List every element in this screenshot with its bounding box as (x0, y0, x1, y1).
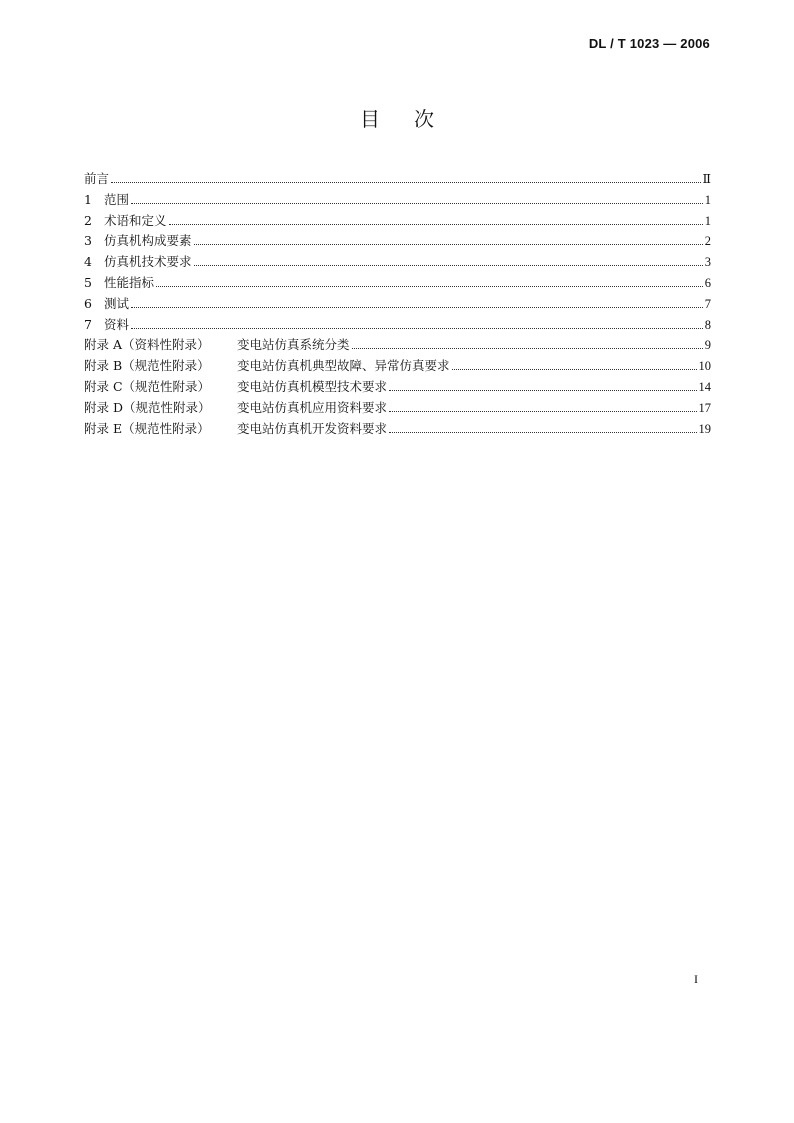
standard-number: DL / T 1023 — 2006 (588, 36, 710, 51)
toc-entry-label: 术语和定义 (104, 212, 167, 228)
dot-leader (194, 244, 703, 245)
dot-leader (389, 432, 696, 433)
toc-entry-label: 变电站仿真机典型故障、异常仿真要求 (237, 358, 450, 374)
toc-appendix-entry[interactable] (84, 356, 711, 377)
toc-entry-label: 资料 (104, 316, 130, 332)
toc-appendix-entry[interactable] (84, 377, 711, 398)
appendix-tag: 附录 A（资料性附录） (84, 337, 210, 353)
toc-entry-page: 2 (704, 234, 711, 249)
toc-appendix-entry[interactable] (84, 335, 711, 356)
dot-leader (194, 265, 703, 266)
toc-entry-label: 变电站仿真机模型技术要求 (237, 378, 388, 394)
toc-entry[interactable] (84, 315, 711, 336)
toc-entry-number: 3 (84, 233, 92, 249)
dot-leader (389, 390, 696, 391)
dot-leader (156, 286, 703, 287)
toc-entry-page: 14 (698, 379, 711, 394)
dot-leader (131, 307, 703, 308)
folio-page-number: I (694, 972, 698, 986)
toc-entry-page: 17 (698, 400, 711, 415)
dot-leader (352, 348, 703, 349)
appendix-tag: 附录 D（规范性附录） (84, 399, 211, 415)
toc-entry-label: 性能指标 (104, 274, 155, 290)
toc-entry-label: 测试 (104, 295, 130, 311)
toc-entry[interactable] (84, 252, 711, 273)
toc-entry-label: 仿真机构成要素 (104, 233, 192, 249)
toc-entry-page: 10 (698, 359, 711, 374)
toc-appendix-entry[interactable] (84, 419, 711, 440)
toc-entry-page: 1 (704, 192, 711, 207)
toc-entry-page: 8 (704, 317, 711, 332)
toc-entry-number: 5 (84, 274, 92, 290)
dot-leader (452, 369, 697, 370)
toc-entry-preface[interactable] (84, 169, 711, 190)
toc-entry[interactable] (84, 190, 711, 211)
dot-leader (131, 203, 703, 204)
toc-entry[interactable] (84, 273, 711, 294)
toc-entry-page: Ⅱ (702, 172, 711, 186)
appendix-tag: 附录 C（规范性附录） (84, 378, 211, 394)
toc-appendix-entry[interactable] (84, 398, 711, 419)
toc-entry[interactable] (84, 211, 711, 232)
toc-entry-number: 4 (84, 254, 92, 270)
appendix-tag: 附录 E（规范性附录） (84, 420, 210, 436)
page-title: 目次 (360, 107, 468, 131)
toc-entry-page: 1 (704, 213, 711, 228)
table-of-contents (84, 169, 711, 439)
toc-entry-number: 2 (84, 212, 92, 228)
toc-entry-page: 3 (704, 255, 711, 270)
toc-entry-page: 19 (698, 421, 711, 436)
dot-leader (169, 224, 703, 225)
dot-leader (131, 328, 703, 329)
toc-entry-label: 变电站仿真机开发资料要求 (237, 420, 388, 436)
toc-entry-label: 仿真机技术要求 (104, 254, 192, 270)
dot-leader (389, 411, 696, 412)
toc-entry-label: 变电站仿真机应用资料要求 (237, 399, 388, 415)
toc-entry[interactable] (84, 294, 711, 315)
toc-entry-label: 变电站仿真系统分类 (237, 337, 350, 353)
toc-entry-label: 前言 (84, 171, 110, 186)
appendix-tag: 附录 B（规范性附录） (84, 358, 210, 374)
toc-entry-label: 范围 (104, 191, 130, 207)
toc-entry-page: 7 (704, 296, 711, 311)
toc-entry-number: 7 (84, 316, 92, 332)
toc-entry[interactable] (84, 231, 711, 252)
toc-entry-number: 6 (84, 295, 92, 311)
toc-entry-page: 9 (704, 338, 711, 353)
toc-entry-page: 6 (704, 275, 711, 290)
dot-leader (111, 182, 700, 183)
toc-entry-number: 1 (84, 191, 92, 207)
